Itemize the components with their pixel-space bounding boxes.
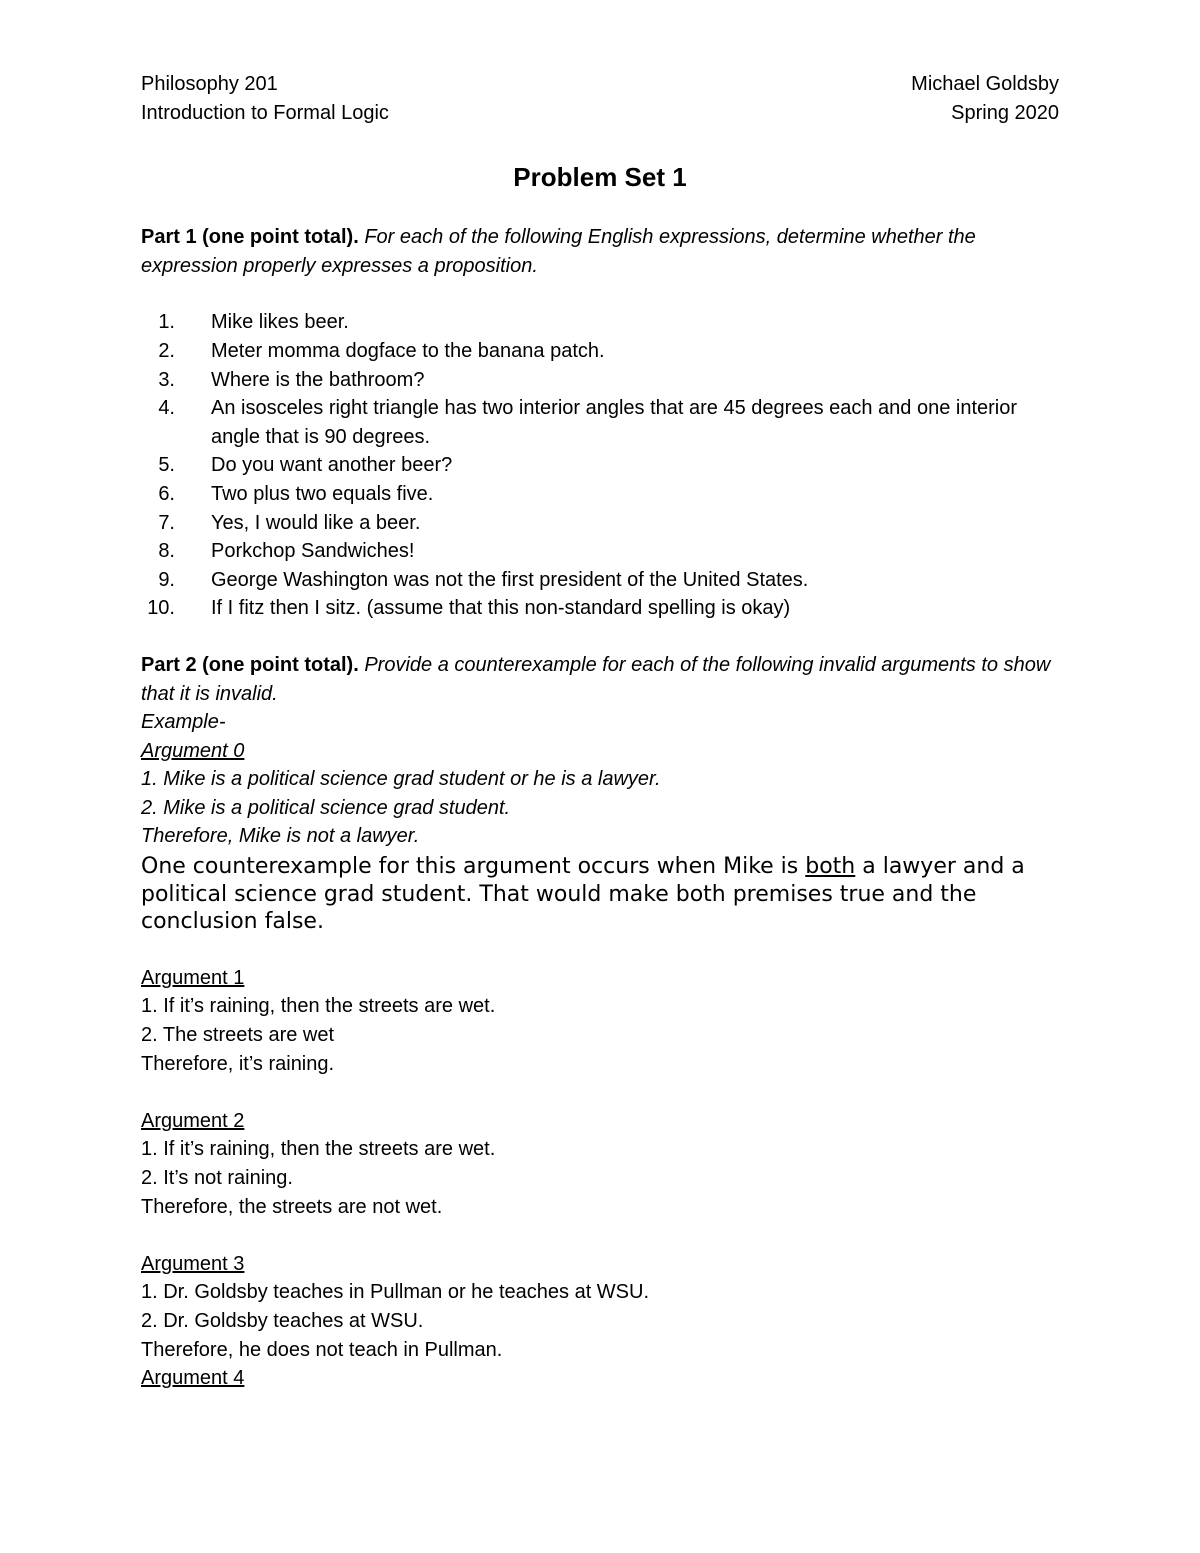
- argument-0-conclusion: Therefore, Mike is not a lawyer.: [141, 825, 420, 848]
- list-item: 10. If I fitz then I sitz. (assume that this non-standard spelling is okay): [147, 597, 791, 620]
- list-item: 5. Do you want another beer?: [158, 454, 453, 477]
- argument-0-title: Argument 0: [141, 739, 245, 762]
- argument-4-title: Argument 4: [141, 1367, 245, 1390]
- list-item: 3. Where is the bathroom?: [158, 368, 425, 391]
- part1-heading: Part 1 (one point total).: [141, 226, 359, 249]
- example-label: Example-: [141, 711, 226, 734]
- course-title: Introduction to Formal Logic: [141, 101, 389, 124]
- argument-1-line: 1. If it’s raining, then the streets are wet.: [141, 995, 496, 1018]
- list-item: 7. Yes, I would like a beer.: [158, 511, 421, 534]
- argument-1: [141, 964, 1059, 1078]
- part2-heading: Part 2 (one point total).: [141, 653, 359, 676]
- argument-2-line: Therefore, the streets are not wet.: [141, 1195, 443, 1218]
- proposition-list: [141, 308, 1059, 623]
- part2-instructions: Provide a counterexample for each of the following invalid arguments to show that it is invalid.: [141, 653, 1051, 705]
- argument-1-line: 2. The streets are wet: [141, 1024, 335, 1047]
- part1-intro: [141, 223, 1059, 280]
- example-answer: One counterexample for this argument occurs when Mike is both a lawyer and a political science grad student. That would make both premises true and the conclusion false.: [141, 854, 1025, 935]
- list-item: 6. Two plus two equals five.: [158, 482, 434, 505]
- argument-3: [141, 1250, 1059, 1364]
- course-number: Philosophy 201: [141, 73, 278, 95]
- list-item: 4. An isosceles right triangle has two interior angles that are 45 degrees each and one interior angle that is 90 degrees.: [158, 397, 1018, 448]
- part2-intro: [141, 651, 1059, 708]
- list-item: 2. Meter momma dogface to the banana patch.: [158, 339, 605, 362]
- argument-0-premise-1: 1. Mike is a political science grad student or he is a lawyer.: [141, 768, 661, 791]
- list-item: 9. George Washington was not the first president of the United States.: [158, 568, 809, 591]
- argument-3-line: Therefore, he does not teach in Pullman.: [141, 1338, 503, 1361]
- argument-3-line: 2. Dr. Goldsby teaches at WSU.: [141, 1309, 424, 1332]
- page-title: Problem Set 1: [513, 162, 687, 193]
- term: Spring 2020: [951, 101, 1059, 124]
- argument-2-line: 2. It’s not raining.: [141, 1167, 293, 1189]
- document-page: [141, 70, 1059, 1393]
- instructor-name: Michael Goldsby: [911, 73, 1059, 95]
- example-block: [141, 708, 1059, 851]
- part1-instructions: For each of the following English expressions, determine whether the expression properly expresses a proposition.: [141, 226, 976, 277]
- argument-0-premise-2: 2. Mike is a political science grad student.: [141, 796, 511, 819]
- header-row-1: [141, 70, 1059, 99]
- list-item: 8. Porkchop Sandwiches!: [158, 540, 415, 563]
- argument-1-line: Therefore, it’s raining.: [141, 1052, 335, 1075]
- argument-2-title: Argument 2: [141, 1109, 245, 1132]
- argument-3-line: 1. Dr. Goldsby teaches in Pullman or he teaches at WSU.: [141, 1281, 650, 1304]
- list-item: 1. Mike likes beer.: [158, 311, 349, 334]
- argument-2-line: 1. If it’s raining, then the streets are wet.: [141, 1138, 496, 1161]
- argument-3-title: Argument 3: [141, 1252, 245, 1275]
- emphasis-both: both: [805, 854, 856, 880]
- argument-1-title: Argument 1: [141, 966, 245, 989]
- argument-4: [141, 1364, 1059, 1393]
- argument-2: [141, 1107, 1059, 1221]
- header-row-2: [141, 99, 1059, 128]
